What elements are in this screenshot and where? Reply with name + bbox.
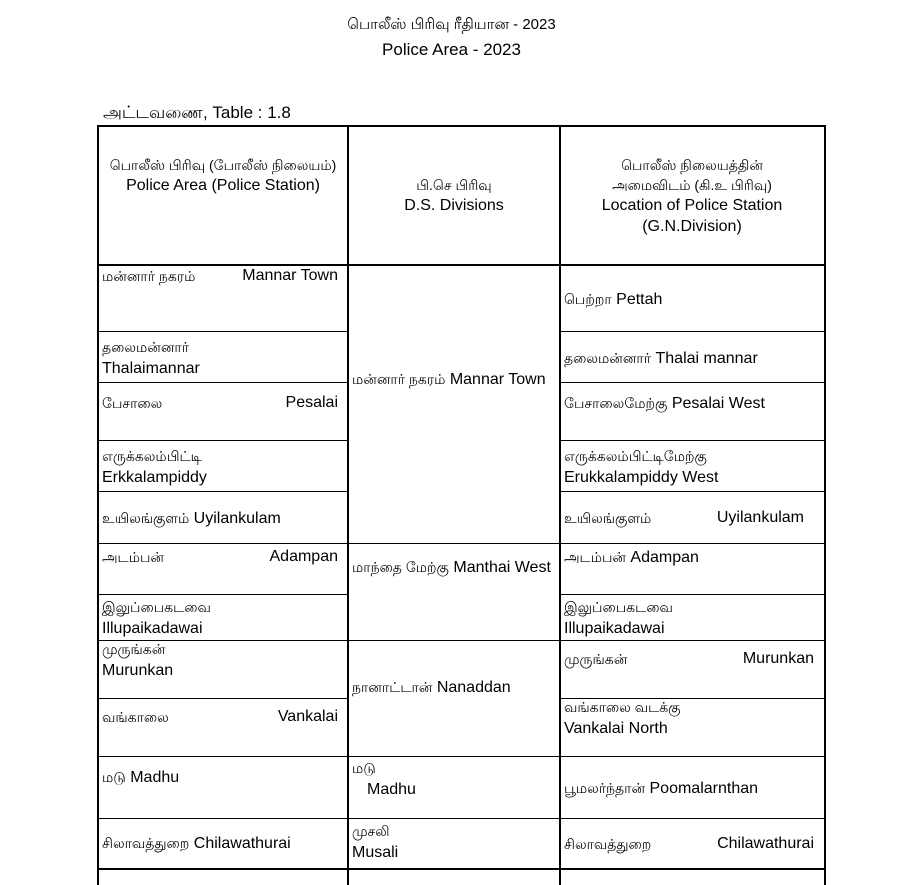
ds-division-english: Nanaddan [436,679,511,696]
table-label: அட்டவணை, Table : 1.8 [103,103,291,122]
location-tamil: முருங்கன் [564,651,628,667]
police-area-tamil: இலுப்பைகடவை [102,599,211,615]
location-english: Thalai mannar [655,350,758,367]
location-tamil: வங்காலை வடக்கு [564,699,681,715]
police-area-tamil: அடம்பன் [102,549,164,565]
location-cell [564,288,819,311]
police-area-english: Illupaikadawai [102,620,203,637]
row-divider [97,382,348,383]
ds-division-english: Madhu [367,781,416,798]
police-area-cell [102,766,338,789]
location-english: Vankalai North [564,720,668,737]
table-border-top [97,125,826,127]
police-area-table [97,125,826,885]
police-area-english: Mannar Town [242,267,338,284]
location-tamil: தலைமன்னார் [564,350,652,366]
police-area-cell [102,336,338,380]
ds-division-cell [352,676,557,699]
police-area-english: Uyilankulam [193,510,281,527]
police-area-tamil: சிலாவத்துறை [102,835,190,851]
ds-division-cell [352,556,557,579]
row-divider [97,698,348,699]
row-divider [560,440,825,441]
police-area-english: Madhu [130,769,180,786]
ds-division-tamil: மாந்தை மேற்கு [352,559,449,575]
ds-division-tamil: மன்னார் நகரம் [352,371,446,387]
police-area-english: Pesalai [285,394,338,411]
police-area-english: Adampan [269,548,338,565]
row-divider [348,640,560,641]
header-ds-divisions-english: D.S. Divisions [404,197,504,214]
column-divider [559,125,561,885]
location-tamil: அடம்பன் [564,549,626,565]
location-tamil: எருக்கலம்பிட்டிமேற்கு [564,448,707,464]
police-area-tamil: எருக்கலம்பிட்டி [102,448,202,464]
location-tamil: பேசாலைமேற்கு [564,395,668,411]
row-divider [560,594,825,595]
ds-division-tamil: மடு [352,760,376,776]
row-divider [97,440,348,441]
police-area-cell [102,706,338,728]
location-english: Uyilankulam [716,509,804,526]
table-border-left [97,125,99,885]
police-area-english: Murunkan [102,662,174,679]
page-title-tamil: பொலீஸ் பிரிவு ரீதியான - 2023 [347,16,556,33]
location-english: Adampan [630,549,699,566]
location-english: Illupaikadawai [564,620,665,637]
police-area-tamil: மடு [102,769,126,785]
location-cell [564,596,819,640]
location-english: Murunkan [742,650,814,667]
location-tamil: இலுப்பைகடவை [564,599,673,615]
row-divider [560,543,825,544]
header-location-english: Location of Police Station (G.N.Division) [601,197,783,235]
header-location-tamil: பொலீஸ் நிலையத்தின் அமைவிடம் (கி.உ பிரிவு) [612,157,772,193]
column-divider [347,125,349,885]
table-bottom-line [97,868,826,870]
police-area-cell [102,265,338,287]
police-area-cell [102,638,338,682]
location-english: Pesalai West [671,395,765,412]
header-police-area [103,155,343,196]
ds-division-english: Musali [352,844,399,861]
police-area-tamil: தலைமன்னார் [102,339,190,355]
police-area-english: Vankalai [277,708,338,725]
location-cell [564,546,819,569]
row-divider [348,543,560,544]
location-tamil: பெற்றா [564,291,612,307]
location-cell [564,648,814,670]
location-cell [564,347,824,370]
row-divider [348,818,560,819]
ds-division-cell [352,368,557,391]
location-cell [564,696,814,740]
location-cell [564,507,804,529]
location-cell [564,777,819,800]
police-area-english: Erkkalampiddy [102,469,207,486]
location-tamil: சிலாவத்துறை [564,836,652,852]
location-tamil: பூமலர்ந்தான் [564,780,646,796]
row-divider [560,382,825,383]
ds-division-tamil: நானாட்டான் [352,679,433,695]
police-area-english: Chilawathurai [193,835,291,852]
police-area-tamil: முருங்கன் [102,641,166,657]
police-area-tamil: மன்னார் நகரம் [102,268,196,284]
row-divider [97,756,348,757]
location-cell [564,392,824,415]
ds-division-cell [352,757,557,801]
header-ds-divisions [353,175,555,216]
police-area-cell [102,445,338,489]
location-english: Poomalarnthan [649,780,759,797]
ds-division-english: Mannar Town [449,371,546,388]
police-area-tamil: பேசாலை [102,395,163,411]
ds-division-english: Manthai West [453,559,551,576]
location-cell [564,833,814,855]
header-location [567,155,817,237]
header-police-area-english: Police Area (Police Station) [126,177,320,194]
ds-division-cell [352,820,557,864]
row-divider [560,331,825,332]
police-area-tamil: வங்காலை [102,709,169,725]
police-area-cell [102,832,346,855]
ds-division-tamil: முசலி [352,823,390,839]
row-divider [97,491,348,492]
police-area-cell [102,596,338,640]
location-english: Pettah [616,291,663,308]
row-divider [560,818,825,819]
row-divider [97,543,348,544]
row-divider [560,756,825,757]
header-police-area-tamil: பொலீஸ் பிரிவு (போலீஸ் நிலையம்) [109,157,337,173]
police-area-cell [102,392,338,414]
row-divider [97,594,348,595]
header-ds-divisions-tamil: பி.செ பிரிவு [416,177,492,193]
location-english: Erukkalampiddy West [564,469,719,486]
police-area-english: Thalaimannar [102,360,200,377]
police-area-tamil: உயிலங்குளம் [102,510,190,526]
row-divider [97,818,348,819]
row-divider [560,640,825,641]
police-area-cell [102,546,338,568]
row-divider [560,491,825,492]
page-title: Police Area - 2023 [382,40,521,59]
location-tamil: உயிலங்குளம் [564,510,652,526]
row-divider [97,331,348,332]
table-border-right [824,125,826,885]
location-english: Chilawathurai [717,835,814,852]
location-cell [564,445,819,489]
police-area-cell [102,507,346,530]
